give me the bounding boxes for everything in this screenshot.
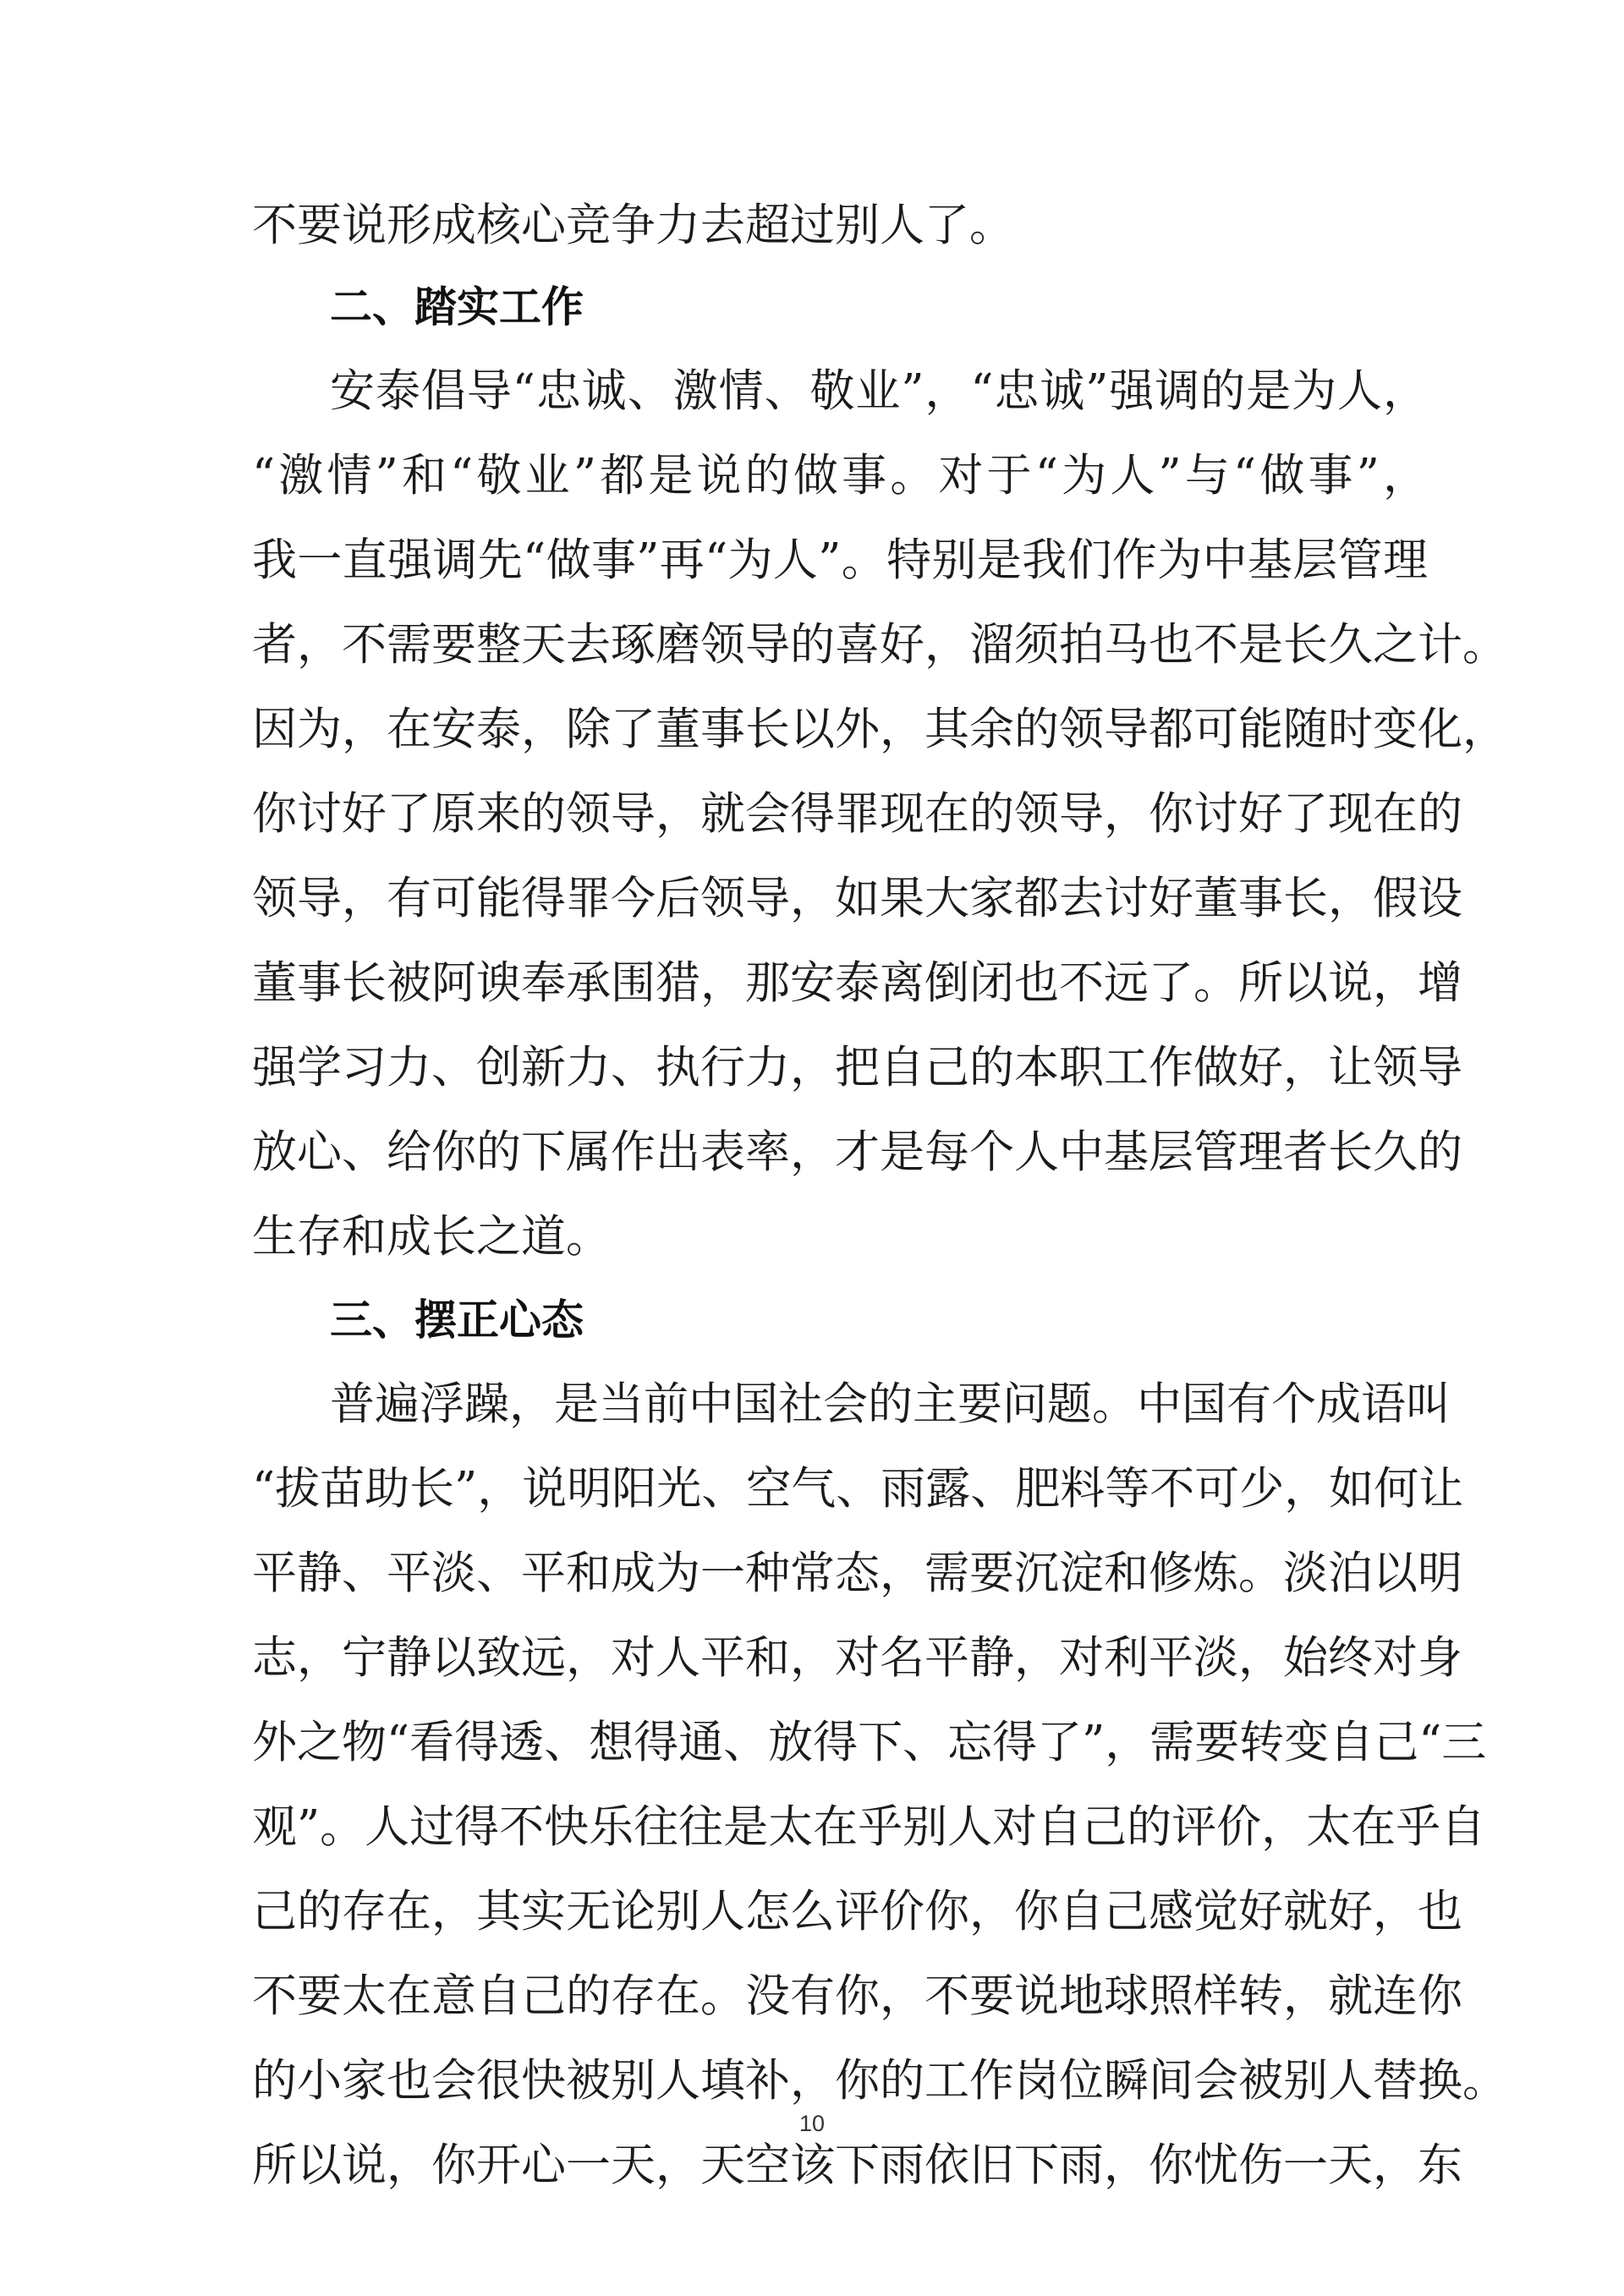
section-heading-3: 三、摆正心态 xyxy=(330,1296,584,1345)
section-heading-2: 二、踏实工作 xyxy=(330,282,584,332)
paragraph-line: 己的存在，其实无论别人怎么评价你，你自己感觉好就好，也 xyxy=(252,1886,1462,1937)
paragraph-line: 放心、给你的下属作出表率，才是每个人中基层管理者长久的 xyxy=(252,1126,1462,1178)
paragraph-line: 我一直强调先“做事”再“为人”。特别是我们作为中基层管理 xyxy=(252,534,1428,586)
paragraph-line: 董事长被阿谀奉承围猎，那安泰离倒闭也不远了。所以说，增 xyxy=(252,957,1462,1009)
paragraph-line: 普遍浮躁，是当前中国社会的主要问题。中国有个成语叫 xyxy=(330,1378,1451,1430)
paragraph-line: 安泰倡导“忠诚、激情、敬业”，“忠诚”强调的是为人， xyxy=(330,365,1428,417)
paragraph-line: 因为，在安泰，除了董事长以外，其余的领导都可能随时变化， xyxy=(252,704,1507,755)
paragraph-line: “拔苗助长”，说明阳光、空气、雨露、肥料等不可少，如何让 xyxy=(252,1463,1464,1515)
paragraph-line: 外之物“看得透、想得通、放得下、忘得了”，需要转变自己“三 xyxy=(252,1717,1487,1768)
paragraph-line: “激情”和“敬业”都是说的做事。对于“为人”与“做事”， xyxy=(252,450,1428,501)
page-number: 10 xyxy=(798,2111,826,2136)
paragraph-line: 所以说，你开心一天，天空该下雨依旧下雨，你忧伤一天，东 xyxy=(252,2140,1462,2191)
paragraph-line: 的小家也会很快被别人填补，你的工作岗位瞬间会被别人替换。 xyxy=(252,2055,1507,2107)
paragraph-line: 生存和成长之道。 xyxy=(252,1211,611,1263)
paragraph-line: 不要太在意自己的存在。没有你，不要说地球照样转，就连你 xyxy=(252,1970,1462,2022)
paragraph-line: 平静、平淡、平和成为一种常态，需要沉淀和修炼。淡泊以明 xyxy=(252,1548,1462,1599)
paragraph-line: 领导，有可能得罪今后领导，如果大家都去讨好董事长，假设 xyxy=(252,873,1462,924)
paragraph-line: 不要说形成核心竞争力去超过别人了。 xyxy=(252,200,1014,251)
paragraph-line: 强学习力、创新力、执行力，把自己的本职工作做好，让领导 xyxy=(252,1042,1462,1093)
paragraph-line: 观”。人过得不快乐往往是太在乎别人对自己的评价，太在乎自 xyxy=(252,1801,1486,1853)
paragraph-line: 者，不需要整天去琢磨领导的喜好，溜须拍马也不是长久之计。 xyxy=(252,619,1507,671)
paragraph-line: 你讨好了原来的领导，就会得罪现在的领导，你讨好了现在的 xyxy=(252,788,1462,840)
paragraph-line: 志，宁静以致远，对人平和，对名平静，对利平淡，始终对身 xyxy=(252,1632,1462,1684)
